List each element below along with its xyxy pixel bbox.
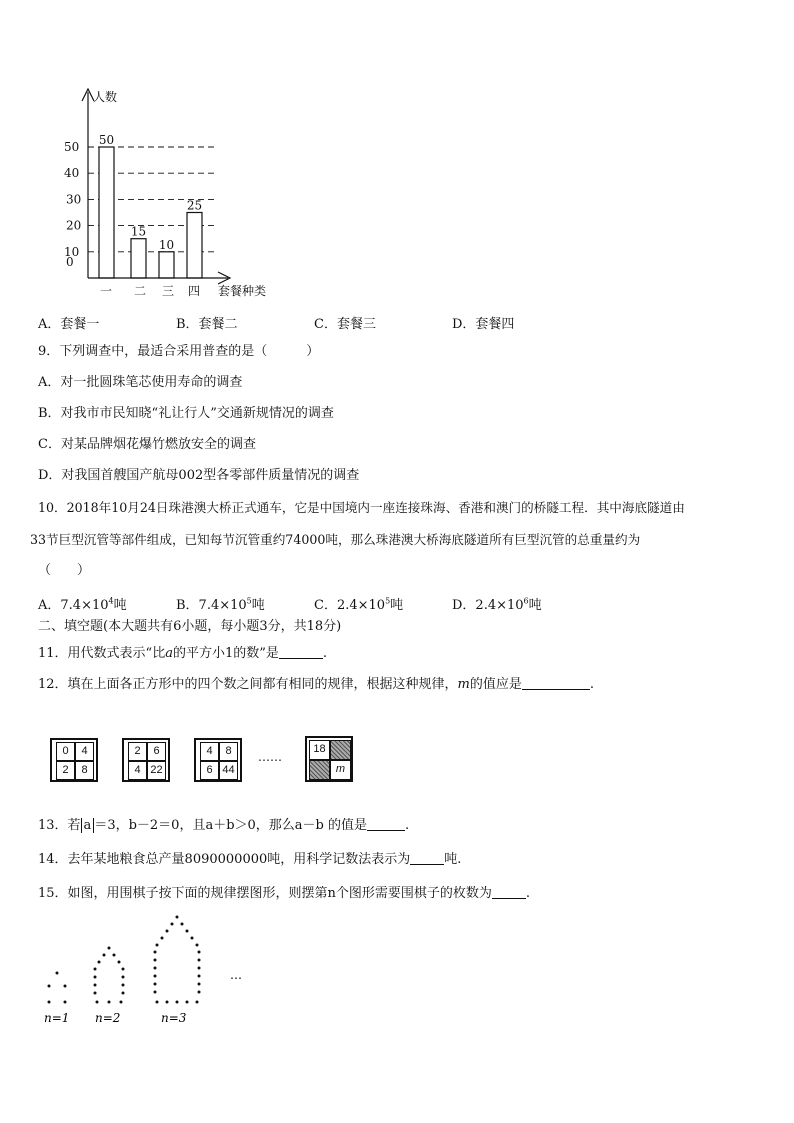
q11: 11．用代数式表示“比a的平方小1的数”是 . [38, 646, 328, 661]
go-stone [154, 967, 157, 970]
q11-answer-blank[interactable] [279, 646, 323, 659]
square-1-tr: 4 [75, 742, 94, 761]
go-stone [186, 1001, 189, 1004]
go-stone [94, 968, 97, 971]
square-2-tl: 2 [128, 742, 147, 761]
square-3-bl: 6 [200, 761, 219, 780]
q14-answer-blank[interactable] [410, 852, 444, 865]
go-stone [154, 951, 157, 954]
q12-answer-blank[interactable] [522, 677, 590, 690]
go-stone [176, 1001, 179, 1004]
go-stone [103, 954, 106, 957]
go-stone [166, 930, 169, 933]
go-stone [122, 976, 125, 979]
q10-option-b: B．$7.4\times 10^5$吨 [176, 596, 265, 613]
x-axis-label: 套餐种类 [218, 284, 267, 298]
q13: 13．若 a ＝3，b－2＝0，且a＋b＞0，那么a－b 的值是 . [38, 818, 410, 833]
number-square-2 [122, 738, 170, 782]
q10-line-1: 10．2018年10月24日珠港澳大桥正式通车，它是中国境内一座连接珠海、香港和澳门的桥隧工程．其中海底隧道由 [38, 500, 685, 515]
number-square-last [305, 736, 353, 782]
q9-option-a: A．对一批圆珠笔芯使用寿命的调查 [38, 375, 243, 390]
q10-line-3: （ ） [38, 563, 91, 578]
q15: 15．如图，用围棋子按下面的规律摆图形，则摆第n个图形需要围棋子的枚数为 . [38, 886, 531, 901]
go-stone [154, 959, 157, 962]
go-stone [48, 985, 51, 988]
go-stone [64, 985, 67, 988]
pattern-label-1: n=1 [44, 1011, 70, 1025]
go-stone [171, 923, 174, 926]
y-tick-label: 20 [66, 218, 82, 233]
go-stone [198, 991, 201, 994]
go-stone [186, 930, 189, 933]
go-stone [196, 944, 199, 947]
y-tick-label: 30 [66, 192, 82, 207]
go-stone [198, 983, 201, 986]
go-stone [108, 947, 111, 950]
go-stone [122, 992, 125, 995]
q13-answer-blank[interactable] [367, 818, 405, 831]
q12: 12．填在上面各正方形中的四个数之间都有相同的规律，根据这种规律，m的值应是 . [38, 677, 595, 692]
go-stone [191, 937, 194, 940]
go-stone [120, 1001, 123, 1004]
number-square-3 [194, 738, 242, 782]
bar-三 [159, 252, 174, 278]
bar-一 [99, 147, 114, 278]
bar-chart [0, 0, 300, 310]
square-2-tr: 6 [147, 742, 166, 761]
q9-option-c: C．对某品牌烟花爆竹燃放安全的调查 [38, 437, 256, 452]
bar-value-label: 10 [158, 237, 175, 252]
q8-option-a: A．套餐一 [38, 317, 100, 332]
y-tick-label: 50 [64, 140, 80, 154]
go-stone [96, 1001, 99, 1004]
pattern-label-2: n=2 [95, 1011, 121, 1025]
square-2-bl: 4 [128, 761, 147, 780]
go-stone [94, 976, 97, 979]
q9-option-b: B．对我市市民知晓“礼让行人”交通新规情况的调查 [38, 406, 334, 421]
go-stone [118, 961, 121, 964]
x-category-label: 三 [162, 284, 175, 298]
q14: 14．去年某地粮食总产量8090000000吨，用科学记数法表示为 吨. [38, 852, 462, 867]
go-stone-pattern [0, 905, 260, 1030]
go-stone [198, 967, 201, 970]
go-stone [198, 959, 201, 962]
squares-ellipsis: …… [258, 750, 282, 764]
q9-option-d: D．对我国首艘国产航母002型各零部件质量情况的调查 [38, 468, 360, 483]
go-stone [198, 975, 201, 978]
go-stone [161, 937, 164, 940]
go-stone [156, 1001, 159, 1004]
go-stone [113, 954, 116, 957]
go-stone [176, 916, 179, 919]
bar-四 [187, 213, 202, 279]
go-stone [198, 951, 201, 954]
go-stone [94, 984, 97, 987]
square-1-tl: 0 [56, 742, 75, 761]
go-stone [154, 975, 157, 978]
go-stone [48, 1001, 51, 1004]
go-stone [154, 991, 157, 994]
abs-a: a [81, 818, 95, 833]
square-2-br: 22 [147, 761, 166, 780]
q8-option-d: D．套餐四 [452, 317, 515, 332]
bar-value-label: 15 [130, 224, 147, 239]
section-heading: 二、填空题(本大题共有6小题，每小题3分，共18分) [38, 619, 342, 634]
y-tick-label: 10 [64, 244, 80, 259]
q10-option-a: A．$7.4\times 10^4$吨 [38, 596, 127, 613]
x-category-label: 一 [100, 284, 113, 298]
bar-value-label: 25 [186, 198, 203, 213]
pattern-ellipsis: … [230, 968, 242, 982]
go-stone [98, 961, 101, 964]
q15-answer-blank[interactable] [492, 886, 526, 899]
y-tick-label: 0 [66, 255, 74, 269]
go-stone [122, 984, 125, 987]
go-stone [156, 944, 159, 947]
q8-option-b: B．套餐二 [176, 317, 238, 332]
square-last-bl-shaded [309, 760, 330, 780]
go-stone [108, 1001, 111, 1004]
square-1-br: 8 [75, 761, 94, 780]
q10-line-2: 33节巨型沉管等部件组成，已知每节沉管重约74000吨，那么珠港澳大桥海底隧道所有巨型沉管的总重量约为 [30, 532, 641, 547]
go-stone [94, 992, 97, 995]
q10-option-d: D．$2.4\times 10^6$吨 [452, 596, 542, 613]
square-3-tr: 8 [219, 742, 238, 761]
go-stone [181, 923, 184, 926]
x-category-label: 二 [134, 284, 147, 298]
q10-option-c: C．$2.4\times 10^5$吨 [314, 596, 404, 613]
square-last-tl: 18 [309, 740, 330, 760]
square-last-tr-shaded [330, 740, 351, 760]
chart-bars [99, 147, 202, 278]
y-tick-label: 40 [64, 166, 80, 181]
square-3-tl: 4 [200, 742, 219, 761]
go-stone [56, 972, 59, 975]
bar-二 [131, 239, 146, 278]
square-last-br-m: m [330, 760, 351, 780]
q9-stem: 9．下列调查中，最适合采用普查的是（ ） [38, 344, 320, 359]
square-1-bl: 2 [56, 761, 75, 780]
go-stone [64, 1001, 67, 1004]
go-stone [122, 968, 125, 971]
go-stone [154, 983, 157, 986]
y-axis-label: 人数 [93, 90, 118, 104]
bar-value-label: 50 [98, 133, 115, 147]
pattern-label-3: n=3 [161, 1011, 187, 1025]
square-3-br: 44 [219, 761, 238, 780]
go-stone [166, 1001, 169, 1004]
number-square-1 [50, 738, 98, 782]
x-category-label: 四 [188, 284, 201, 298]
go-stone [196, 1001, 199, 1004]
q8-option-c: C．套餐三 [314, 317, 376, 332]
